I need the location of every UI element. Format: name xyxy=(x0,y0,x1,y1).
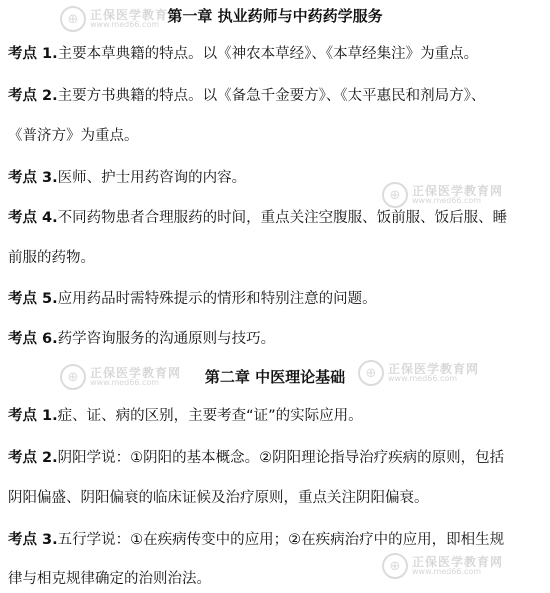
logo-circle-icon: ⊕ xyxy=(382,553,408,579)
point-label: 考点 3. xyxy=(8,532,58,548)
chapter-title: 第一章 执业药师与中药药学服务 xyxy=(167,7,383,25)
point-label: 考点 2. xyxy=(8,450,58,466)
point-text: 药学咨询服务的沟通原则与技巧。 xyxy=(57,331,276,347)
logo-circle-icon: ⊕ xyxy=(382,182,408,208)
point-label: 考点 5. xyxy=(8,291,58,307)
watermark: ⊕ 正保医学教育网 www.med66.com xyxy=(358,360,479,386)
point-text: 医师、护士用药咨询的内容。 xyxy=(57,170,247,186)
list-item xyxy=(8,448,504,468)
watermark: ⊕ 正保医学教育网 www.med66.com xyxy=(382,182,503,208)
point-text-continued: 阴阳偏盛、阴阳偏衰的临床证候及治疗原则，重点关注阴阳偏衰。 xyxy=(8,490,429,506)
list-item xyxy=(8,289,377,309)
watermark: ⊕ 正保医学教育网 www.med66.com xyxy=(382,553,503,579)
list-item xyxy=(8,329,275,349)
logo-circle-icon: ⊕ xyxy=(358,360,384,386)
logo-circle-icon: ⊕ xyxy=(60,364,86,390)
watermark: ⊕ 正保医学教育网 www.med66.com xyxy=(60,6,181,32)
point-label: 考点 1. xyxy=(8,408,58,424)
point-label: 考点 6. xyxy=(8,331,58,347)
point-text-continued: 律与相克规律确定的治则治法。 xyxy=(8,571,211,587)
point-text-continued: 前服的药物。 xyxy=(8,250,95,266)
point-label: 考点 3. xyxy=(8,170,58,186)
logo-circle-icon: ⊕ xyxy=(60,6,86,32)
list-item xyxy=(8,530,504,550)
point-text: 不同药物患者合理服药的时间，重点关注空腹服、饭前服、饭后服、睡 xyxy=(57,210,508,226)
point-text: 主要方书典籍的特点。以《备急千金要方》、《太平惠民和剂局方》、 xyxy=(57,88,486,104)
point-text: 五行学说：①在疾病传变中的应用；②在疾病治疗中的应用，即相生规 xyxy=(57,532,505,548)
point-text: 主要本草典籍的特点。以《神农本草经》、《本草经集注》为重点。 xyxy=(57,46,479,62)
point-text-continued: 《普济方》为重点。 xyxy=(8,128,139,144)
chapter-title: 第二章 中医理论基础 xyxy=(204,368,346,386)
watermark: ⊕ 正保医学教育网 www.med66.com xyxy=(60,364,181,390)
point-label: 考点 4. xyxy=(8,210,58,226)
list-item xyxy=(8,168,246,188)
point-text: 症、证、病的区别，主要考查“证”的实际应用。 xyxy=(57,408,363,424)
point-text: 阴阳学说：①阴阳的基本概念。②阴阳理论指导治疗疾病的原则，包括 xyxy=(57,450,505,466)
list-item xyxy=(8,44,478,64)
list-item xyxy=(8,86,485,106)
list-item xyxy=(8,406,363,426)
point-text: 应用药品时需特殊提示的情形和特别注意的问题。 xyxy=(57,291,377,307)
list-item xyxy=(8,208,507,228)
point-label: 考点 2. xyxy=(8,88,58,104)
point-label: 考点 1. xyxy=(8,46,58,62)
